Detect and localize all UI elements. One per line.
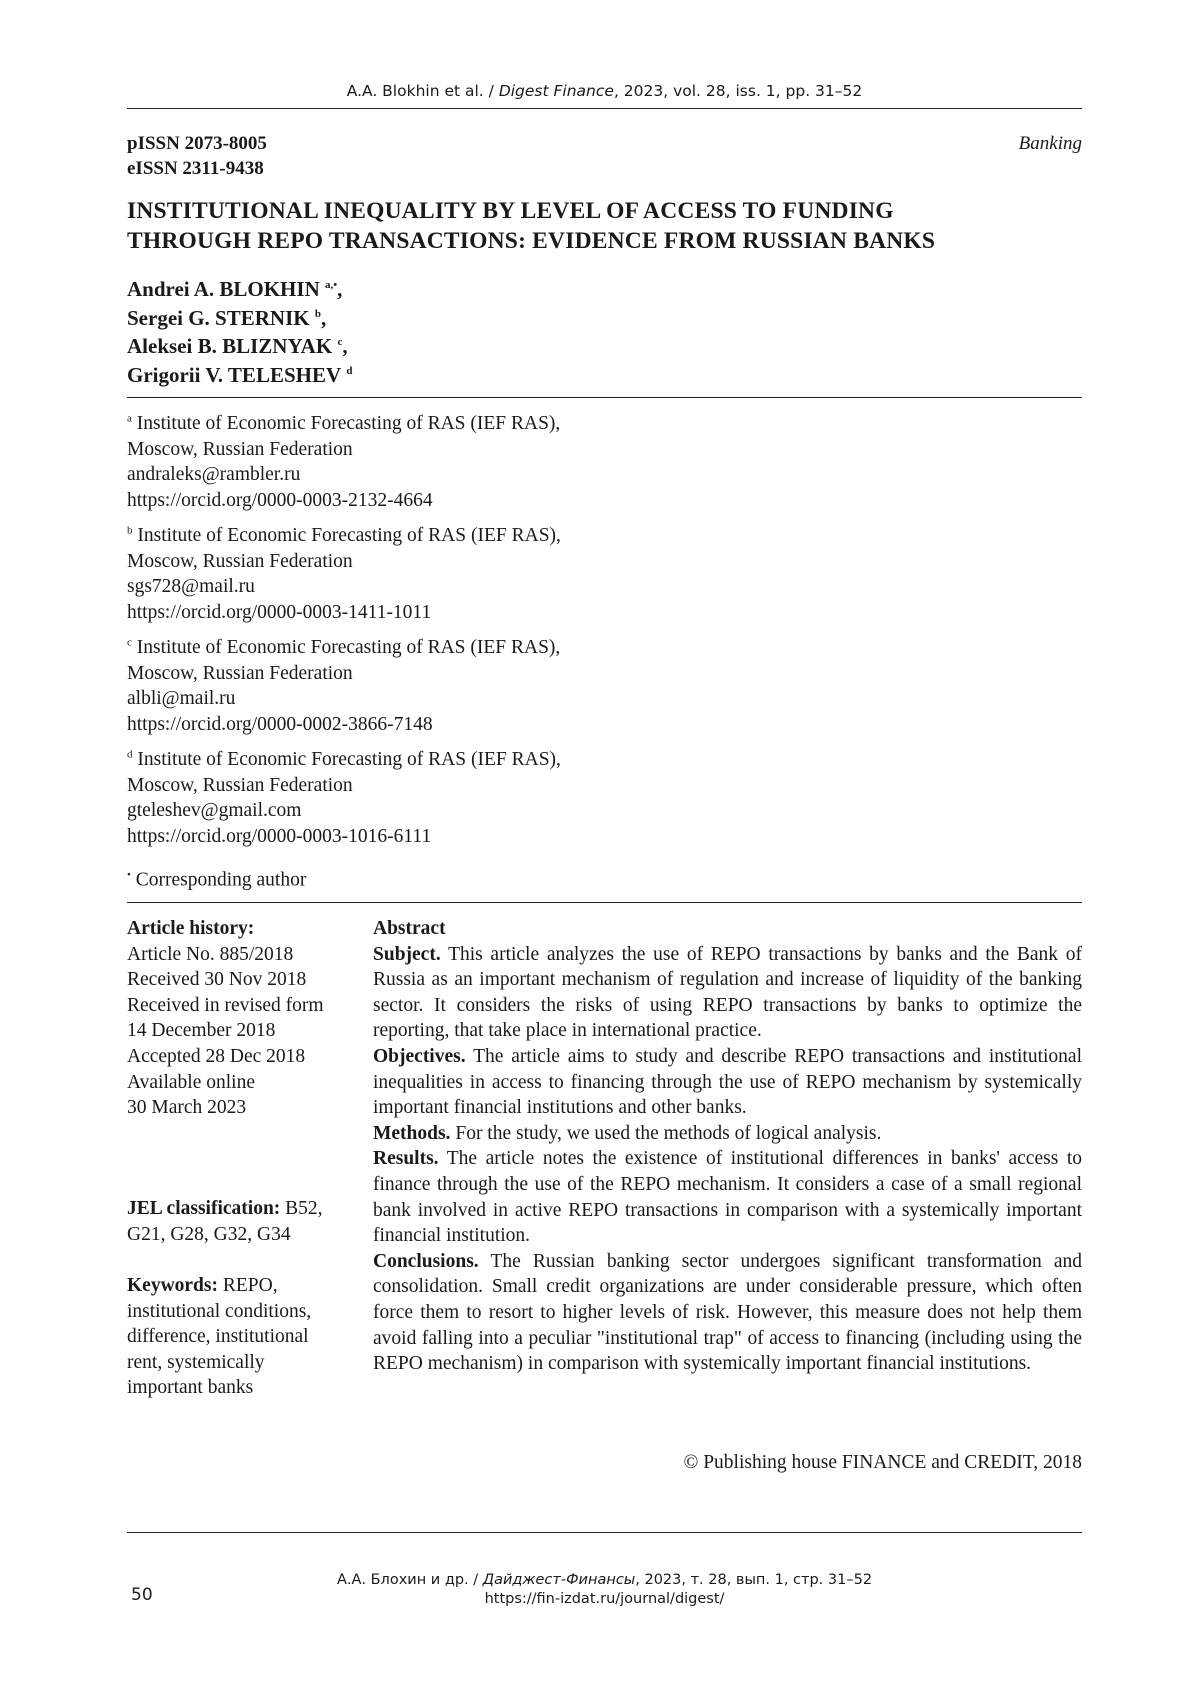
- abstract-section: Conclusions. The Russian banking sector undergoes significant transformation and consolidation. Small credit organizations are under considerable pressure, which often force them to resort to higher levels of risk. However, this measure does not help them avoid falling into a peculiar "institutional trap" of access to financing (including using the REPO mechanism) in comparison with systemically important financial institutions.: [373, 1250, 1082, 1375]
- page-number: 50: [131, 1585, 153, 1605]
- footer-citation: А.А. Блохин и др. / Дайджест-Финансы, 2023, т. 28, вып. 1, стр. 31–52: [336, 1572, 873, 1588]
- email-link[interactable]: andraleks@rambler.ru: [127, 464, 301, 485]
- author: Grigorii V. TELESHEV $^d$: [127, 362, 353, 387]
- article-history: Article history: Article No. 885/2018 Received 30 Nov 2018 Received in revised form 14 December 2018 Accepted 28 Dec 2018 Available online 30 March 2023: [127, 916, 357, 1121]
- author: Andrei A. BLOKHIN $^{a,•}$,: [127, 277, 343, 301]
- affiliation: $^d$ Institute of Economic Forecasting of RAS (IEF RAS), Moscow, Russian Federation gteleshev@gmail.com https://orcid.org/0000-0003-1016-6111: [127, 747, 561, 849]
- author-list: [127, 275, 353, 389]
- affiliation: $^a$ Institute of Economic Forecasting of RAS (IEF RAS), Moscow, Russian Federation andraleks@rambler.ru https://orcid.org/0000-0003-2132-4664: [127, 411, 561, 513]
- orcid-link[interactable]: https://orcid.org/0000-0002-3866-7148: [127, 713, 433, 735]
- footer-divider: [127, 1532, 1082, 1533]
- article-title: [127, 196, 1082, 256]
- orcid-link[interactable]: https://orcid.org/0000-0003-2132-4664: [127, 489, 433, 511]
- abstract-section: Results. The article notes the existence of institutional differences in banks' access to finance through the use of the REPO mechanism. It considers a case of a small regional bank involved in active REPO transactions in comparison with a systemically important financial institution.: [373, 1148, 1082, 1247]
- affiliations-divider: [127, 902, 1082, 903]
- author: Aleksei B. BLIZNYAK $^c$,: [127, 334, 348, 358]
- keywords: Keywords: REPO, institutional conditions, difference, institutional rent, systemically important banks: [127, 1275, 312, 1399]
- journal-url-link[interactable]: https://fin-izdat.ru/journal/digest/: [484, 1591, 725, 1607]
- pissn: pISSN 2073-8005: [127, 133, 267, 154]
- affiliation: $^b$ Institute of Economic Forecasting of RAS (IEF RAS), Moscow, Russian Federation sgs728@mail.ru https://orcid.org/0000-0003-1411-1011: [127, 523, 561, 625]
- orcid-link[interactable]: https://orcid.org/0000-0003-1016-6111: [127, 825, 432, 847]
- title-line: INSTITUTIONAL INEQUALITY BY LEVEL OF ACCESS TO FUNDING: [127, 198, 894, 224]
- journal-name: Digest Finance: [498, 82, 614, 100]
- jel-classification: JEL classification: B52, G21, G28, G32, G34: [127, 1198, 323, 1245]
- copyright-notice: © Publishing house FINANCE and CREDIT, 2018: [683, 1452, 1082, 1473]
- abstract: [373, 916, 1082, 1377]
- abstract-section: Methods. For the study, we used the methods of logical analysis.: [373, 1122, 882, 1144]
- abstract-section: Subject. This article analyzes the use of REPO transactions by banks and the Bank of Russia as an important mechanism of regulation and increase of liquidity of the banking sector. It considers the risks of using REPO transactions by banks to optimize the reporting, that take place in international practice.: [373, 943, 1082, 1042]
- rubric: Banking: [1018, 133, 1082, 154]
- affiliations: [127, 411, 561, 859]
- corresponding-author-note: • Corresponding author: [127, 869, 307, 891]
- authors-divider: [127, 397, 1082, 398]
- abstract-heading: Abstract: [373, 918, 446, 939]
- email-link[interactable]: sgs728@mail.ru: [127, 576, 255, 597]
- header-divider: [127, 108, 1082, 109]
- article-history-heading: Article history:: [127, 918, 255, 939]
- email-link[interactable]: gteleshev@gmail.com: [127, 800, 302, 821]
- eissn: eISSN 2311-9438: [127, 158, 264, 179]
- email-link[interactable]: albli@mail.ru: [127, 688, 236, 709]
- orcid-link[interactable]: https://orcid.org/0000-0003-1411-1011: [127, 601, 432, 623]
- affiliation: $^c$ Institute of Economic Forecasting of RAS (IEF RAS), Moscow, Russian Federation albli@mail.ru https://orcid.org/0000-0002-3866-7148: [127, 635, 561, 737]
- abstract-section: Objectives. The article aims to study and describe REPO transactions and institutional inequalities in access to financing through the use of REPO mechanism by systemically important financial institutions and other banks.: [373, 1045, 1082, 1119]
- running-head: A.A. Blokhin et al. / Digest Finance, 2023, vol. 28, iss. 1, pp. 31–52: [346, 82, 863, 100]
- title-line: THROUGH REPO TRANSACTIONS: EVIDENCE FROM RUSSIAN BANKS: [127, 228, 936, 254]
- issn-block: [127, 131, 267, 181]
- footer: [127, 1571, 1082, 1609]
- author: Sergei G. STERNIK $^b$,: [127, 305, 327, 330]
